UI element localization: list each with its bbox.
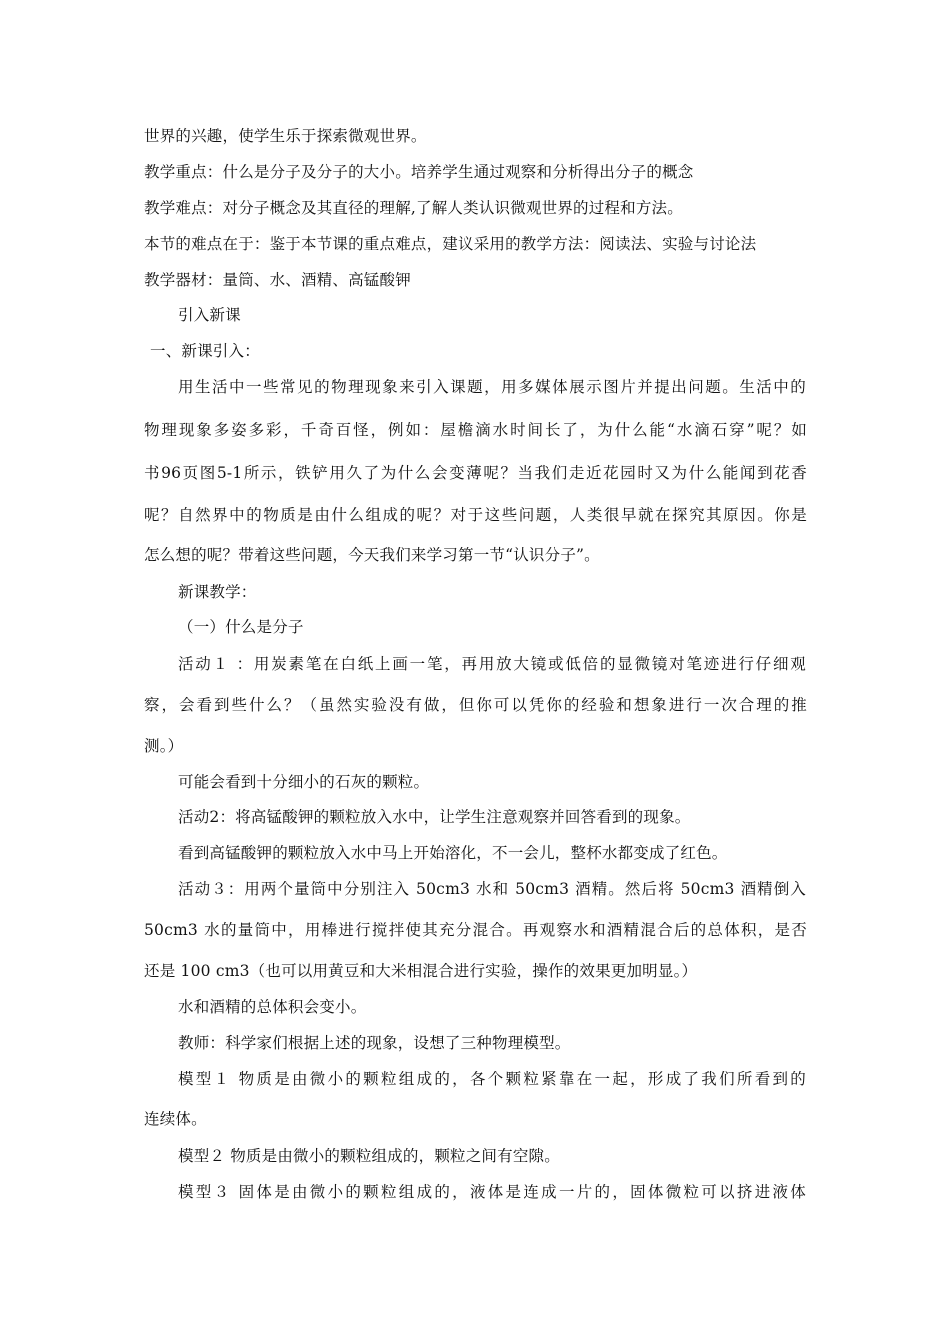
paragraph-line: 水和酒精的总体积会变小。 [178,998,367,1016]
paragraph-line: 呢？自然界中的物质是由什么组成的呢？对于这些问题，人类很早就在探究其原因。你是 [144,506,807,524]
paragraph-line: 活动2：将高锰酸钾的颗粒放入水中，让学生注意观察并回答看到的现象。 [178,808,691,826]
paragraph-line: 连续体。 [144,1110,207,1128]
text-line: 世界的兴趣，使学生乐于探索微观世界。 [144,127,427,145]
paragraph-line: 模型２ 物质是由微小的颗粒组成的，颗粒之间有空隙。 [178,1147,560,1165]
section-heading: （一）什么是分子 [178,618,304,636]
paragraph-line: 察，会看到些什么？（虽然实验没有做，但你可以凭你的经验和想象进行一次合理的推 [144,696,807,714]
paragraph-line: 可能会看到十分细小的石灰的颗粒。 [178,773,430,791]
paragraph-line: 用生活中一些常见的物理现象来引入课题，用多媒体展示图片并提出问题。生活中的 [178,378,806,396]
text-line: 教学难点：对分子概念及其直径的理解,了解人类认识微观世界的过程和方法。 [144,199,683,217]
paragraph-line: 怎么想的呢？带着这些问题，今天我们来学习第一节“认识分子”。 [144,546,600,564]
paragraph-line: 活动１ ：用炭素笔在白纸上画一笔，再用放大镜或低倍的显微镜对笔迹进行仔细观 [178,655,806,673]
paragraph-line: 书96页图5-1所示，铁铲用久了为什么会变薄呢？当我们走近花园时又为什么能闻到花香 [144,464,807,482]
paragraph-line: 模型３ 固体是由微小的颗粒组成的，液体是连成一片的，固体微粒可以挤进液体 [178,1183,806,1201]
paragraph-line: 教师：科学家们根据上述的现象，设想了三种物理模型。 [178,1034,571,1052]
paragraph-line: 活动３：用两个量筒中分别注入 50cm3 水和 50cm3 酒精。然后将 50cm3 酒精倒入 [178,880,806,898]
paragraph-line: 看到高锰酸钾的颗粒放入水中马上开始溶化，不一会儿，整杯水都变成了红色。 [178,844,728,862]
text-line: 教学器材：量筒、水、酒精、高锰酸钾 [144,271,411,289]
section-heading: 引入新课 [178,306,241,324]
paragraph-line: 还是 100 cm3（也可以用黄豆和大米相混合进行实验，操作的效果更加明显。） [144,962,698,980]
paragraph-line: 物理现象多姿多彩，千奇百怪，例如：屋檐滴水时间长了，为什么能“水滴石穿”呢？如 [144,421,807,439]
section-heading: 一、新课引入： [150,342,260,360]
paragraph-line: 50cm3 水的量筒中，用棒进行搅拌使其充分混合。再观察水和酒精混合后的总体积，是否 [144,921,807,939]
paragraph-line: 模型１ 物质是由微小的颗粒组成的，各个颗粒紧靠在一起，形成了我们所看到的 [178,1070,806,1088]
text-line: 本节的难点在于：鉴于本节课的重点难点，建议采用的教学方法：阅读法、实验与讨论法 [144,235,757,253]
section-heading: 新课教学： [178,583,257,601]
text-line: 教学重点：什么是分子及分子的大小。培养学生通过观察和分析得出分子的概念 [144,163,694,181]
paragraph-line: 测。） [144,737,184,755]
